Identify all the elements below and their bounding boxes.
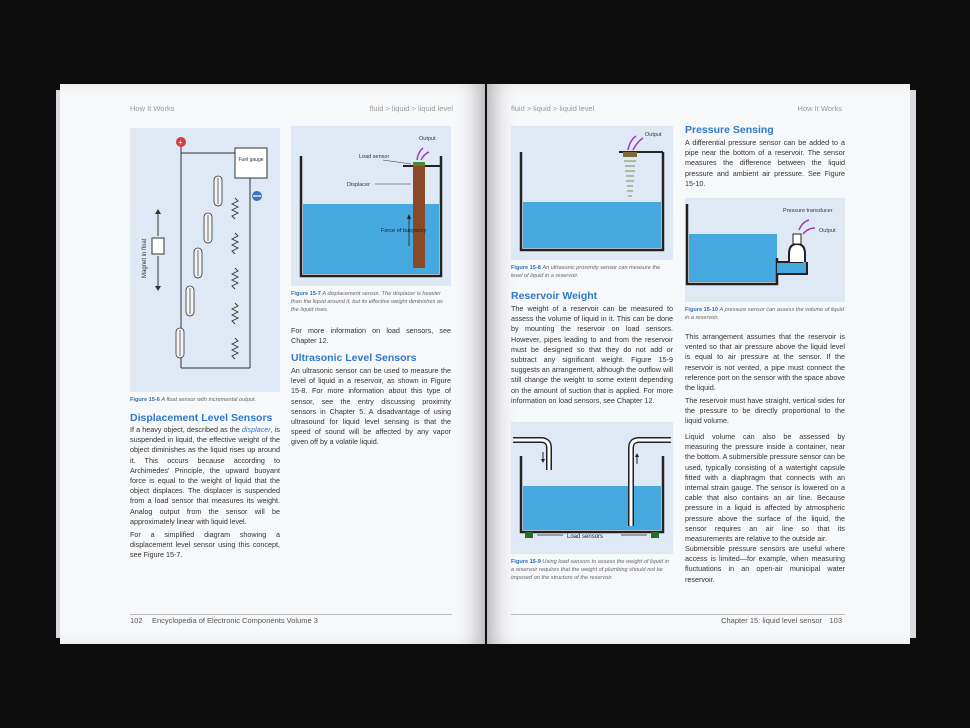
load-sensor-reservoir-diagram [511,422,673,554]
svg-text:Magnet in float: Magnet in float [142,238,148,278]
svg-text:Output: Output [419,136,436,142]
displacement-paragraph-2: For a simplified diagram showing a displacement level sensor using this concept, see Figure 15-7. [130,530,280,560]
pressure-paragraph-1: A differential pressure sensor can be added to a pipe near the bottom of a reservoir. The sensor measures the difference between the liquid pressure and ambient air pressure. See Figure 15-10. [685,138,845,188]
pressure-paragraph-3: The reservoir must have straight, vertical sides for the pressure to be directly proportional to the liquid volume. [685,396,845,426]
left-page-number: 102 [130,616,143,625]
svg-text:Load sensors: Load sensors [567,534,604,540]
reservoir-weight-heading: Reservoir Weight [511,290,598,302]
left-running-header: How It Works [130,104,175,113]
figure-15-10 [685,198,845,302]
pressure-paragraph-2: This arrangement assumes that the reservoir is vented so that air pressure above the liquid level is equal to air pressure at the sensor. If the reservoir is not vented, a pipe must connect the reference port on the sensor with the space above the liquid. [685,332,845,393]
left-footer-rule [130,614,452,615]
figure-15-8 [511,126,673,260]
svg-text:+: + [178,138,183,147]
right-breadcrumb: fluid > liquid > liquid level [511,104,595,113]
figure-15-10-caption: Figure 15-10 A pressure sensor can assess the volume of liquid in a reservoir. [685,307,845,321]
pressure-paragraph-5: Submersible pressure sensors are useful where access is limited—for example, when measuring fluctuations in an open-air municipal water reservoir. [685,544,845,584]
figure-15-7 [291,126,451,286]
figure-15-7-caption: Figure 15-7 A displacement sensor. The displacer is heavier than the liquid around it, but its effective weight diminishes as the liquid rises. [291,291,443,313]
right-page [487,84,910,644]
figure-15-9 [511,422,673,554]
displacement-paragraph-1: If a heavy object, described as the displacer, is suspended in liquid, the effective weight of the object diminishes as the liquid rises up around it. This occurs because according to Archimedes' Principle, the upward buoyant force is equal to the weight of liquid that the object displaces. The displacer is suspended from a load sensor that measures its weight. Analog output from the sensor will be approximately linear with liquid level. [130,425,280,526]
reservoir-weight-paragraph: The weight of a reservoir can be measured to assess the volume of liquid in it. This can be done by mounting the reservoir on load sensors. However, pipes leading to and from the reservoir must be designed so that they do not add or subtract any significant weight. Figure 15-9 suggests an arrangement, although the outflow will still change the weight to some extent depending on the amount of suction that is applied. For more information on load sensors, see Chapter 12. [511,304,673,405]
pressure-sensor-diagram [685,198,845,302]
pressure-paragraph-4: Liquid volume can also be assessed by measuring the pressure inside a container, near the bottom. A submersible pressure sensor can be used, typically consisting of a watertight capsule fitted with a diaphragm that connects with an internal strain gauge. The sensor is lowered on a cable that also contains an air line. Because pressure in a liquid is affected by atmospheric pressure above the surface of the liquid, the sensor requires an air line so that its measurements are relative to the outside air. [685,432,845,544]
left-breadcrumb: fluid > liquid > liquid level [369,104,453,113]
book-spread [60,84,912,648]
figure-15-6 [130,128,280,392]
figure-15-9-caption: Figure 15-9 Using load sensors to assess the weight of liquid in a reservoir requires that the weight of plumbing should not be imposed on the structure of the reservoir. [511,559,669,581]
left-footer-title: Encyclopedia of Electronic Components Volume 3 [152,616,318,625]
pressure-sensing-heading: Pressure Sensing [685,124,774,136]
load-sensors-paragraph: For more information on load sensors, see Chapter 12. [291,326,451,346]
svg-text:Output: Output [819,228,836,234]
ultrasonic-heading: Ultrasonic Level Sensors [291,352,417,364]
page-edges-right [910,90,916,638]
svg-text:Output: Output [645,132,662,138]
right-running-header: How It Works [797,104,842,113]
svg-text:Fuel gauge: Fuel gauge [238,157,264,163]
right-footer-rule [511,614,845,615]
svg-text:Pressure transducer: Pressure transducer [783,208,833,214]
displacement-sensor-diagram [291,126,451,286]
displacement-heading: Displacement Level Sensors [130,412,273,424]
ultrasonic-sensor-diagram [511,126,673,260]
svg-text:Displacer: Displacer [347,182,370,188]
svg-text:Load sensor: Load sensor [359,154,390,160]
ultrasonic-paragraph: An ultrasonic sensor can be used to measure the level of liquid in a reservoir, as shown in Figure 15-8. For more information about this type of sensor, see the entry discussing proximity sensors in Chapter 5. A disadvantage of using ultrasound for liquid level sensing is that the speed of sound will be affected by any vapor given off by a volatile liquid. [291,366,451,447]
right-footer-chapter: Chapter 15: liquid level sensor [721,616,822,625]
figure-15-6-caption: Figure 15-6 A float sensor with incremental output. [130,397,257,403]
figure-15-8-caption: Figure 15-8 An ultrasonic proximity sensor can measure the level of liquid in a reservoir. [511,265,661,279]
float-sensor-diagram [130,128,280,392]
left-page [60,84,485,644]
right-page-number: 103 [829,616,842,625]
svg-text:Force of buoyancy: Force of buoyancy [381,228,427,234]
displacer-link[interactable]: displacer [241,425,271,434]
